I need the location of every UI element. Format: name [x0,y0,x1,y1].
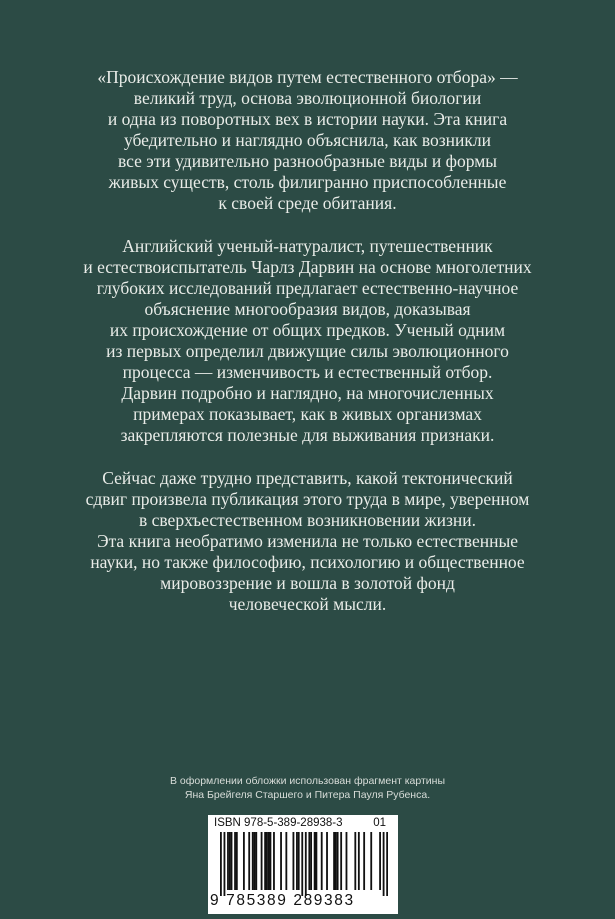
barcode-bar [270,832,272,890]
barcode-bar [315,832,317,890]
isbn-addon: 01 [373,817,386,829]
barcode-bar [231,832,233,890]
barcode-bar [227,832,229,890]
barcode-bar [363,832,365,890]
barcode-bar [296,832,298,890]
barcode-bar [301,832,303,896]
barcode-bar [254,832,256,890]
barcode-bar [358,832,360,890]
barcode-bar [285,832,287,890]
barcode-bar [335,832,337,890]
text-line: Сейчас даже трудно представить, какой тектонический [102,468,513,488]
text-line: и одна из поворотных вех в истории науки. Эта книга [107,109,508,129]
blurb-text [40,67,575,637]
barcode-bar [370,832,372,890]
blurb-paragraph-1 [40,67,575,214]
barcode-bars [220,832,388,898]
text-line: сдвиг произвела публикация этого труда в мире, уверенном [85,489,530,509]
barcode-bar [224,832,226,896]
barcode-bar [255,832,257,890]
text-line: к своей среде обитания. [218,193,397,213]
text-line: Эта книга необратимо изменила не только естественные [97,531,518,551]
barcode-bar [308,832,310,890]
text-line: «Происхождение видов путем естественного отбора» — [97,67,518,87]
barcode-bar [293,832,295,890]
text-line: человеческой мысли. [228,594,387,614]
barcode-bar [337,832,339,890]
barcode-bar [280,832,282,890]
isbn-label: ISBN 978-5-389-28938-3 [214,817,343,829]
blurb-paragraph-3 [40,468,575,615]
barcode-bar [248,832,250,890]
text-line: примерах показывает, как в живых организмах [133,404,482,424]
barcode-bar [314,832,316,890]
barcode-bar [261,832,263,890]
text-line: и естествоиспытатель Чарлз Дарвин на основе многолетних [83,257,532,277]
text-line: все эти удивительно разнообразные виды и формы [117,151,498,171]
barcode-bar [243,832,245,890]
barcode-bar [379,832,381,890]
text-line: в сверхъестественном возникновении жизни. [138,510,476,530]
barcode-bar [340,832,342,890]
text-line: объяснение многообразия видов, доказывая [144,299,471,319]
barcode-bar [354,832,356,890]
barcode-bar [333,832,335,890]
barcode-bar [236,832,238,890]
barcode-bar [321,832,323,890]
barcode-bar [264,832,266,890]
text-line: великий труд, основа эволюционной биологии [133,88,482,108]
text-line: науки, но также философию, психологию и общественное [90,552,525,572]
barcode-bar [234,832,236,890]
barcode-bar [346,832,348,890]
text-line: мировоззрение и вошла в золотой фонд [160,573,455,593]
text-line: Английский ученый-натуралист, путешественник [122,236,493,256]
barcode-bar [220,832,222,896]
barcode-bar [252,832,254,890]
text-line: живых существ, столь филигранно приспособленные [108,172,507,192]
blurb-paragraph-2 [40,236,575,446]
barcode-digits: 9 785389 289383 [210,892,355,909]
text-line: закрепляются полезные для выживания признаки. [120,425,495,445]
cover-credits [0,774,615,802]
text-line: убедительно и наглядно объяснила, как возникли [123,130,492,150]
barcode-bar [383,832,385,896]
text-line: из первых определил движущие силы эволюционного [106,341,509,361]
barcode-bar [268,832,270,890]
isbn-barcode [208,815,398,914]
barcode-bar [229,832,231,890]
barcode-bar [298,832,300,890]
text-line: процесса — изменчивость и естественный отбор. [122,362,493,382]
barcode-bar [266,832,268,890]
barcode-bar [326,832,328,890]
text-line: глубоких исследований предлагает естественно-научное [96,278,519,298]
barcode-bar [386,832,388,896]
credits-line-2: Яна Брейгеля Старшего и Питера Пауля Рубенса. [184,789,431,801]
barcode-bar [310,832,312,890]
text-line: Дарвин подробно и наглядно, на многочисленных [121,383,494,403]
text-line: их происхождение от общих предков. Ученый одним [109,320,506,340]
credits-line-1: В оформлении обложки использован фрагмент картины [169,775,446,787]
barcode-bar [273,832,275,890]
barcode-bar [305,832,307,896]
